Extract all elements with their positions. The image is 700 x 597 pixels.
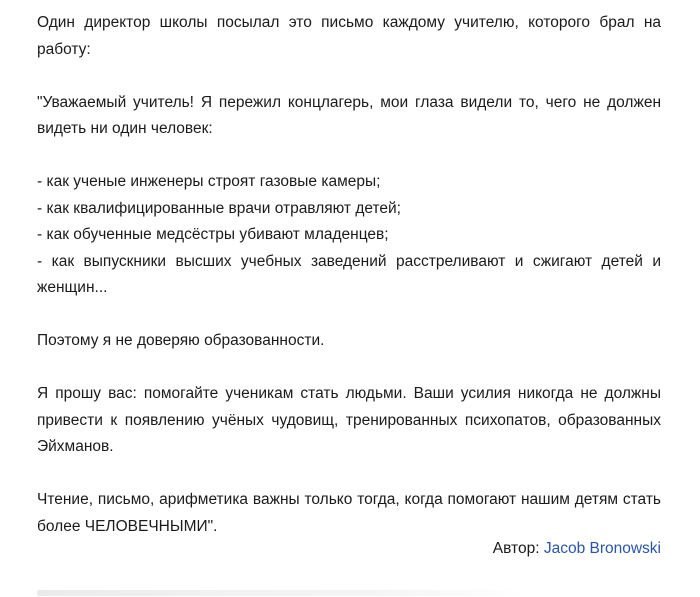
list-item: - как выпускники высших учебных заведений расстреливают и сжигают детей и женщин...: [37, 252, 661, 296]
letter-content: [37, 10, 661, 563]
closing-paragraph: Чтение, письмо, арифметика важны только тогда, когда помогают нашим детям стать более ЧЕЛОВЕЧНЫМИ".: [37, 491, 661, 535]
cut-off-line: [37, 586, 661, 597]
cut-off-text-fragment: [37, 590, 524, 596]
request-paragraph: Я прошу вас: помогайте ученикам стать людьми. Ваши усилия никогда не должны привести к появлению учёных чудовищ, тренированных психопатов, образованных Эйхманов.: [37, 385, 661, 455]
author-link[interactable]: Jacob Bronowski: [543, 540, 661, 557]
opening-paragraph: "Уважаемый учитель! Я пережил концлагерь, мои глаза видели то, чего не должен видеть ни один человек:: [37, 93, 661, 137]
list-item: - как обученные медсёстры убивают младенцев;: [37, 226, 389, 243]
list-item: - как ученые инженеры строят газовые камеры;: [37, 173, 381, 190]
list-item: - как квалифицированные врачи отравляют детей;: [37, 199, 401, 217]
intro-paragraph: Один директор школы посылал это письмо каждому учителю, которого брал на работу:: [37, 14, 661, 58]
author-label: Автор:: [492, 540, 540, 557]
distrust-paragraph: Поэтому я не доверяю образованности.: [37, 332, 325, 349]
